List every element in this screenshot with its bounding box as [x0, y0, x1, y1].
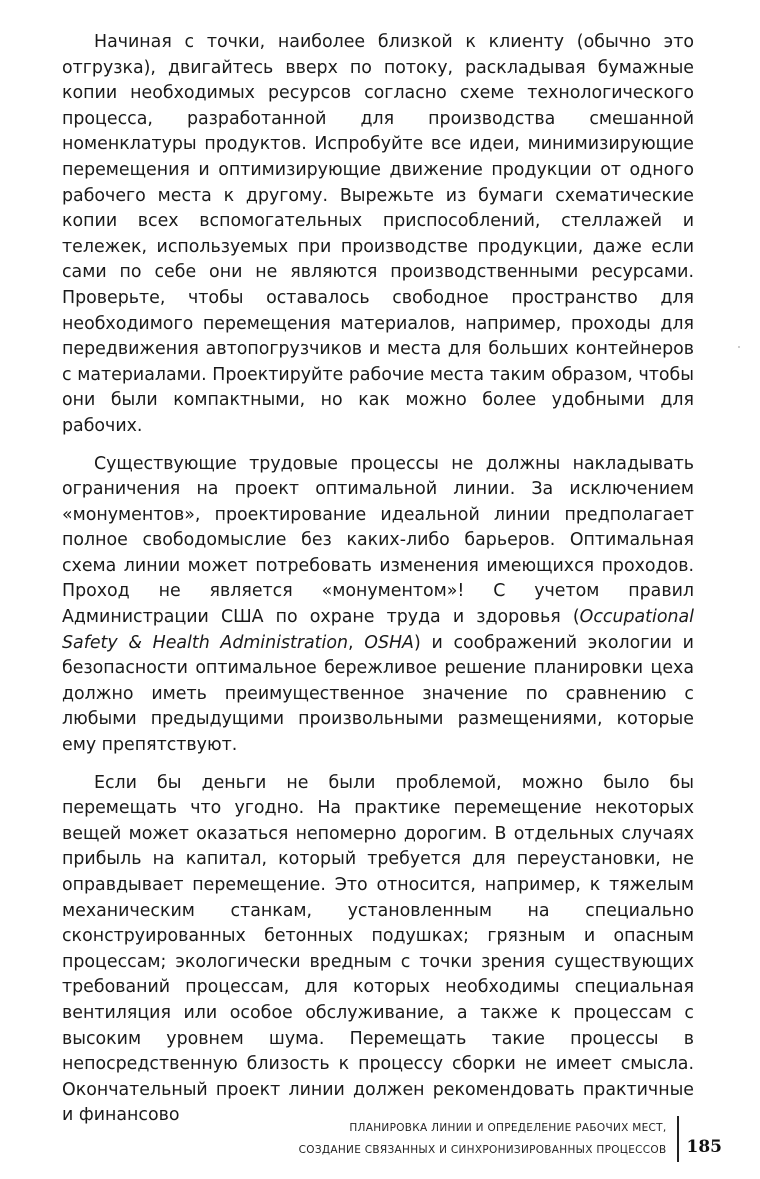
page-number: 185: [686, 1137, 722, 1157]
running-head-line-1: ПЛАНИРОВКА ЛИНИИ И ОПРЕДЕЛЕНИЕ РАБОЧИХ МЕСТ,: [349, 1122, 667, 1134]
paragraph-3-text: Если бы деньги не были проблемой, можно было бы перемещать что угодно. На практике перемещение некоторых вещей может оказаться непомерно дорогим. В отдельных случаях прибыль на капитал, который требуется для переустановки, не оправдывает перемещение. Это относится, например, к тяжелым механическим станкам, установленным на специально сконструированных бетонных подушках; грязным и опасным процессам; экологически вредным с точки зрения существующих требований процессам, для которых необходимы специальная вентиляция или особое обслуживание, а также к процессам с высоким уровнем шума. Перемещать такие процессы в непосредственную близость к процессу сборки не имеет смысла. Окончательный проект линии должен рекомендовать практичные и финансово: [62, 772, 694, 1126]
running-head: [299, 1117, 667, 1161]
footer-divider: [677, 1116, 679, 1162]
margin-speck: [738, 346, 740, 348]
paragraph-2: [62, 452, 694, 759]
page-footer: [299, 1116, 722, 1162]
paragraph-2-text-before: Существующие трудовые процессы не должны накладывать ограничения на проект оптимальной линии. За исключением «монументов», проектирование идеальной линии предполагает полное свободомыслие без каких-либо барьеров. Оптимальная схема линии может потребовать изменения имеющихся проходов. Проход не является «монументом»! С учетом правил Администрации США по охране труда и здоровья (: [62, 453, 694, 628]
paragraph-2-comma: ,: [348, 632, 365, 653]
osha-full-name: Occupational Safety & Health Administration: [62, 607, 694, 653]
paragraph-1: [62, 30, 694, 440]
running-head-line-2: СОЗДАНИЕ СВЯЗАННЫХ И СИНХРОНИЗИРОВАННЫХ ПРОЦЕССОВ: [298, 1144, 667, 1156]
paragraph-3: [62, 771, 694, 1129]
paragraph-2-text-after: ) и соображений экологии и безопасности оптимальное бережливое решение планировки цеха должно иметь преимущественное значение по сравнению с любыми предыдущими произвольными размещениями, которые ему препятствуют.: [62, 632, 694, 756]
page-body: [62, 30, 694, 1129]
paragraph-1-text: Начиная с точки, наиболее близкой к клиенту (обычно это отгрузка), двигайтесь вверх по потоку, раскладывая бумажные копии необходимых ресурсов согласно схеме технологического процесса, разработанной для производства смешанной номенклатуры продуктов. Испробуйте все идеи, минимизирующие перемещения и оптимизирующие движение продукции от одного рабочего места к другому. Вырежьте из бумаги схематические копии всех вспомогательных приспособлений, стеллажей и тележек, используемых при производстве продукции, даже если сами по себе они не являются производственными ресурсами. Проверьте, чтобы оставалось свободное пространство для необходимого перемещения материалов, например, проходы для передвижения автопогрузчиков и места для больших контейнеров с материалами. Проектируйте рабочие места таким образом, чтобы они были компактными, но как можно более удобными для рабочих.: [62, 32, 694, 436]
osha-abbreviation: OSHA: [364, 632, 414, 653]
